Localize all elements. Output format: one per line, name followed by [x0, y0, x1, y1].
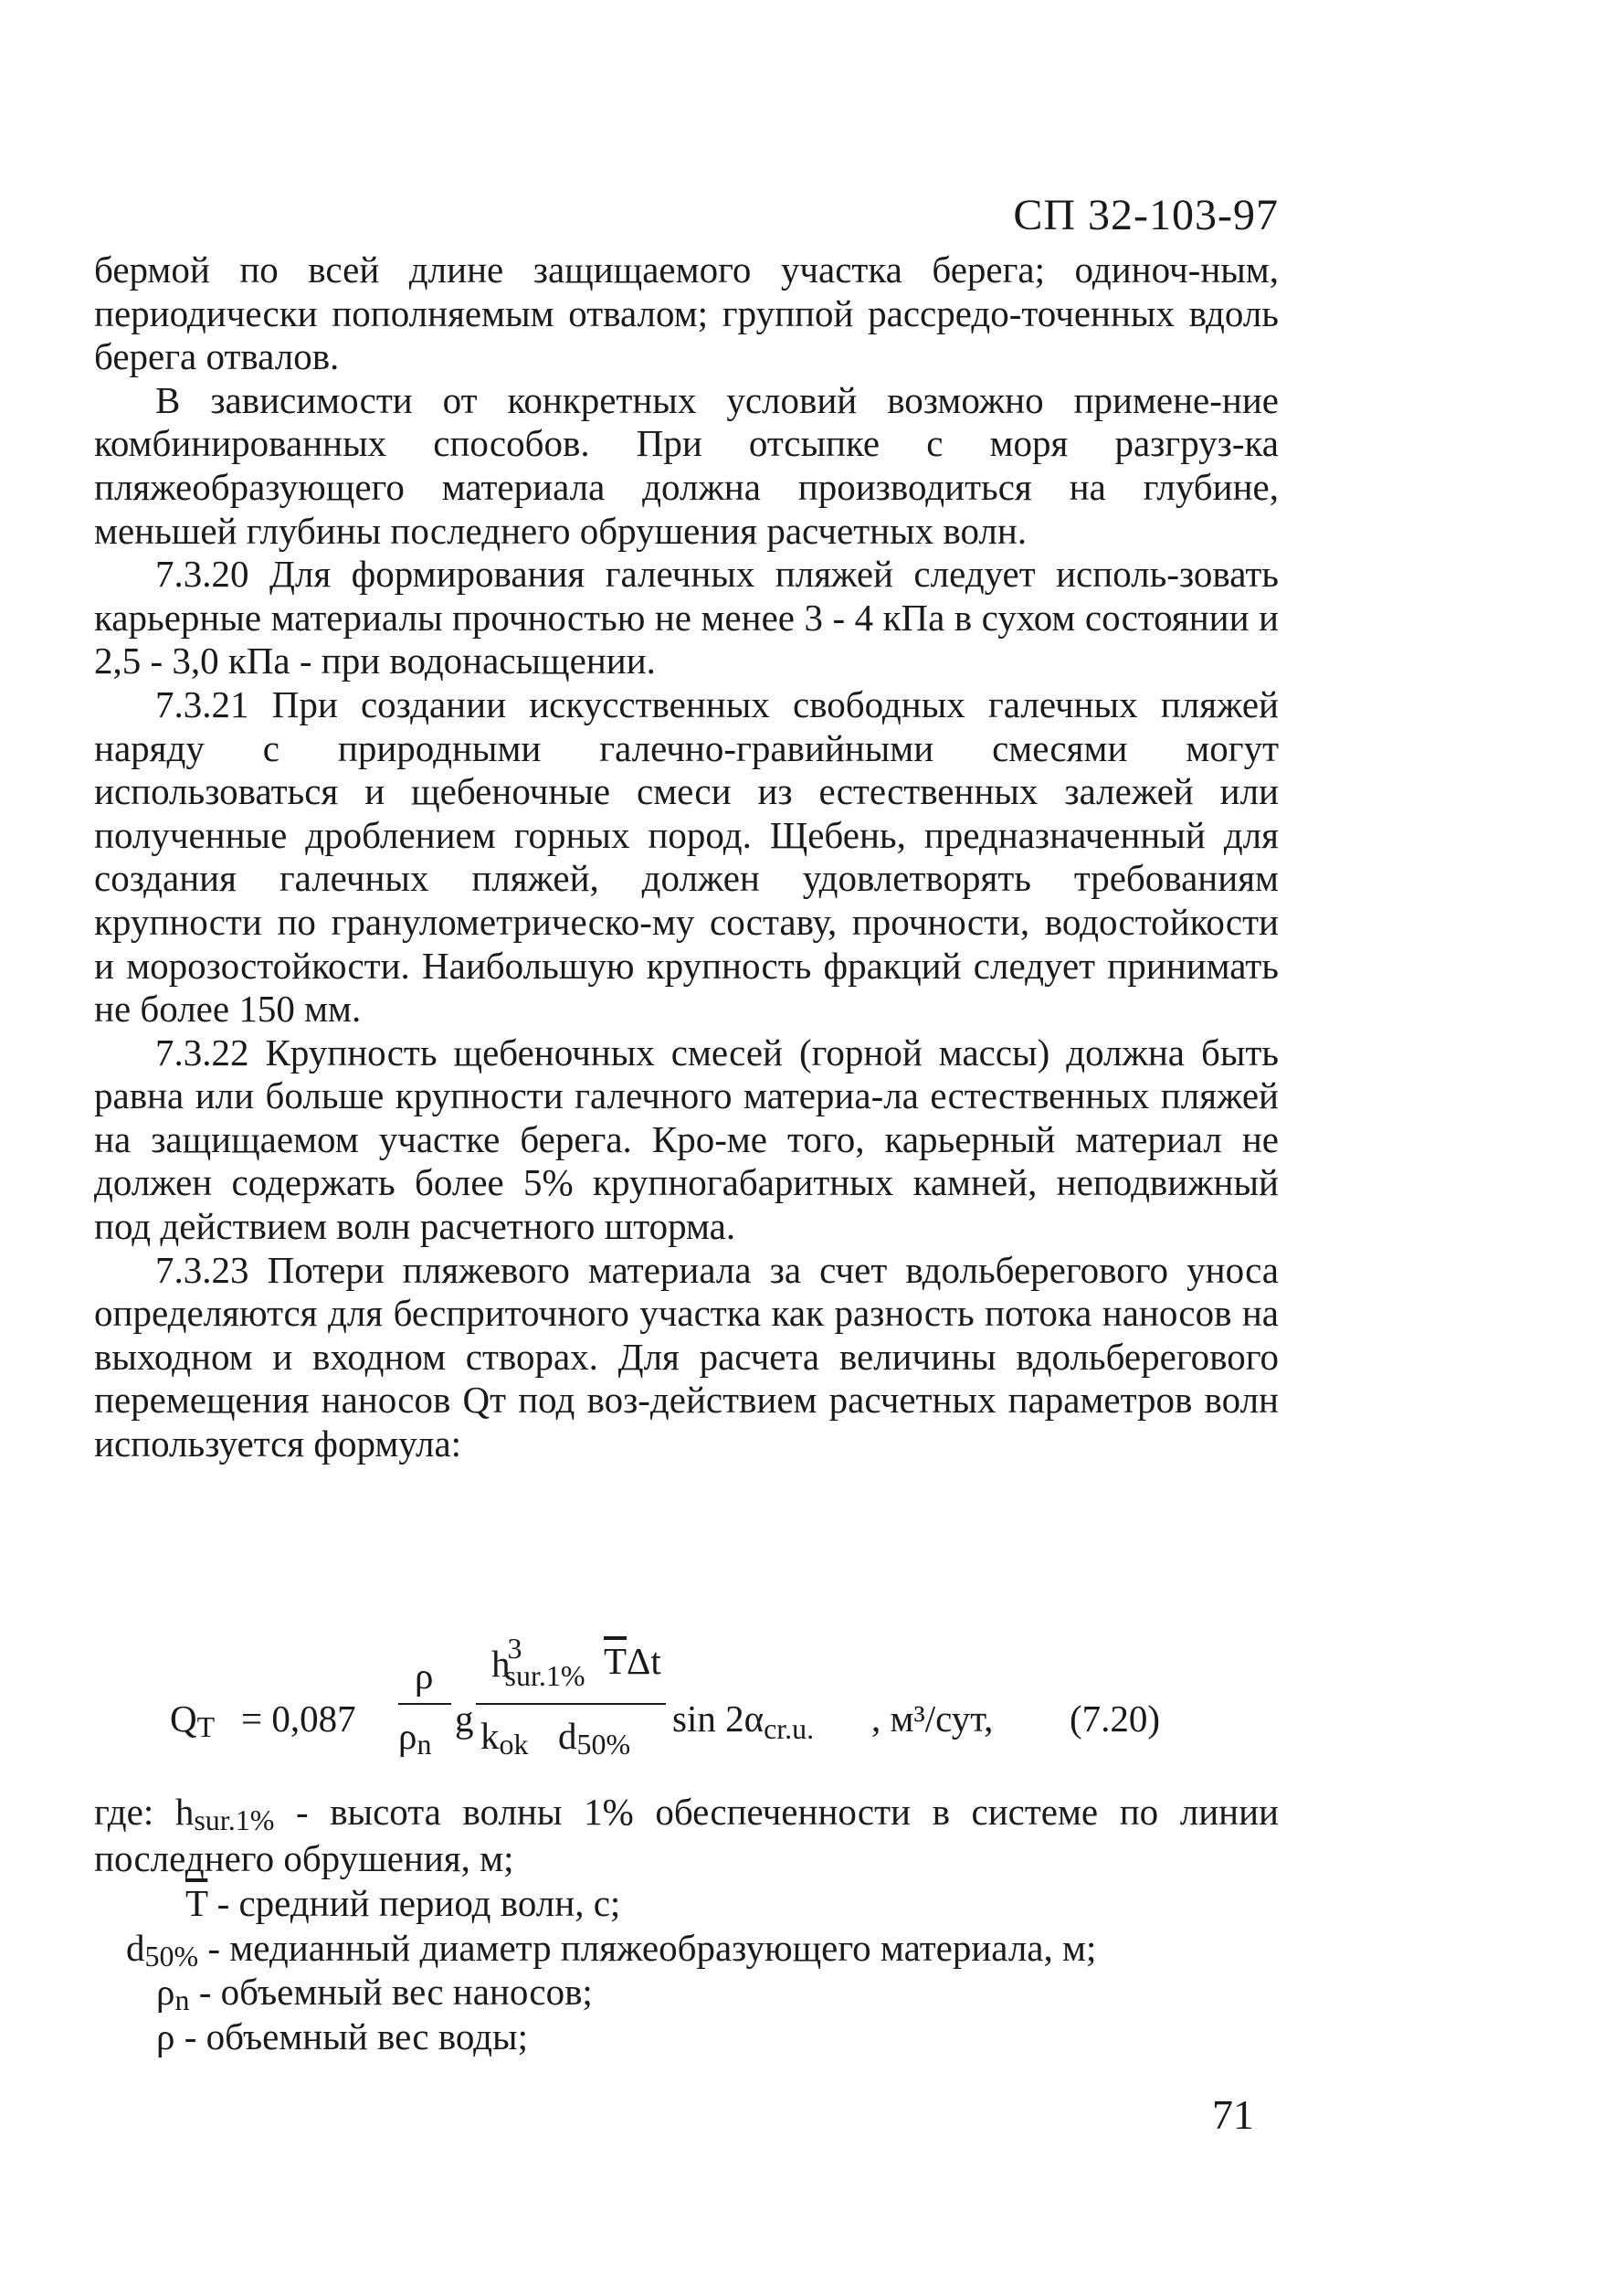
body-text	[94, 249, 1279, 1466]
definition-d50: d50% - медианный диаметр пляжеобразующего материала, м;	[126, 1927, 1097, 1973]
formula-t-mean: $\overline{T}\Delta t$	[604, 1640, 661, 1682]
document-code: СП 32-103-97	[1013, 191, 1279, 239]
formula-rho-n: ρn	[398, 1715, 432, 1761]
paragraph-7-3-20: 7.3.20 Для формирования галечных пляжей следует исполь-зовать карьерные материалы прочностью не менее 3 - 4 кПа в сухом состоянии и 2,5 - 3,0 кПа - при водонасыщении.	[94, 553, 1279, 682]
formula-rho: ρ	[415, 1655, 434, 1697]
page-number: 71	[1212, 2091, 1254, 2138]
definition-h: где: hsur.1% - высота волны 1% обеспеченности в системе по линии последнего обрушения, м;	[94, 1791, 1279, 1879]
definition-rho-n: ρn - объемный вес наносов;	[156, 1971, 593, 2016]
fraction-line-density	[398, 1703, 451, 1705]
formula-q: QT	[170, 1698, 216, 1743]
definition-t: $\overline{T}$ - средний период волн, с;	[185, 1882, 621, 1924]
formula-g: g	[455, 1698, 474, 1740]
formula-sin: sin 2αcr.u.	[672, 1698, 815, 1745]
definitions	[94, 1791, 1279, 2057]
definition-rho: ρ - объемный вес воды;	[156, 2015, 528, 2057]
formula-number: (7.20)	[1070, 1698, 1161, 1740]
formula-h-term: $h^3_{sur.1\%}$	[491, 1632, 585, 1692]
fraction-line-main	[476, 1703, 666, 1705]
formula-coefficient: = 0,087	[241, 1698, 356, 1740]
formula-d50: d50%	[558, 1715, 631, 1761]
paragraph-7-3-21: 7.3.21 При создании искусственных свободных галечных пляжей наряду с природными галечно-гравийными смесями могут использоваться и щебеночные смеси из естественных залежей или полученные дроблением горных пород. Щебень, предназначенный для создания галечных пляжей, должен удовлетворять требованиям крупности по гранулометрическо-му составу, прочности, водостойкости и морозостойкости. Наибольшую крупность фракций следует принимать не более 150 мм.	[94, 682, 1279, 1031]
formula-k-ok: kok	[480, 1715, 529, 1761]
paragraph-continuation: бермой по всей длине защищаемого участка берега; одиноч-ным, периодически пополняемым отвалом; группой рассредо-точенных вдоль берега отвалов.	[94, 249, 1279, 378]
paragraph-7-3-23: 7.3.23 Потери пляжевого материала за счет вдольберегового уноса определяются для бесприточного участка как разность потока наносов на выходном и входном створах. Для расчета величины вдольберегового перемещения наносов Qт под воз-действием расчетных параметров волн используется формула:	[94, 1248, 1279, 1465]
formula-units: , м³/сут,	[871, 1698, 994, 1740]
formula-7-20	[170, 1632, 1275, 1783]
paragraph-7-3-22: 7.3.22 Крупность щебеночных смесей (горной массы) должна быть равна или больше крупности галечного материа-ла естественных пляжей на защищаемом участке берега. Кро-ме того, карьерный материал не должен содержать более 5% крупногабаритных камней, неподвижный под действием волн расчетного шторма.	[94, 1031, 1279, 1248]
paragraph-combined-methods: В зависимости от конкретных условий возможно примене-ние комбинированных способов. При отсыпке с моря разгруз-ка пляжеобразующего материала должна производиться на глубине, меньшей глубины последнего обрушения расчетных волн.	[94, 378, 1279, 552]
